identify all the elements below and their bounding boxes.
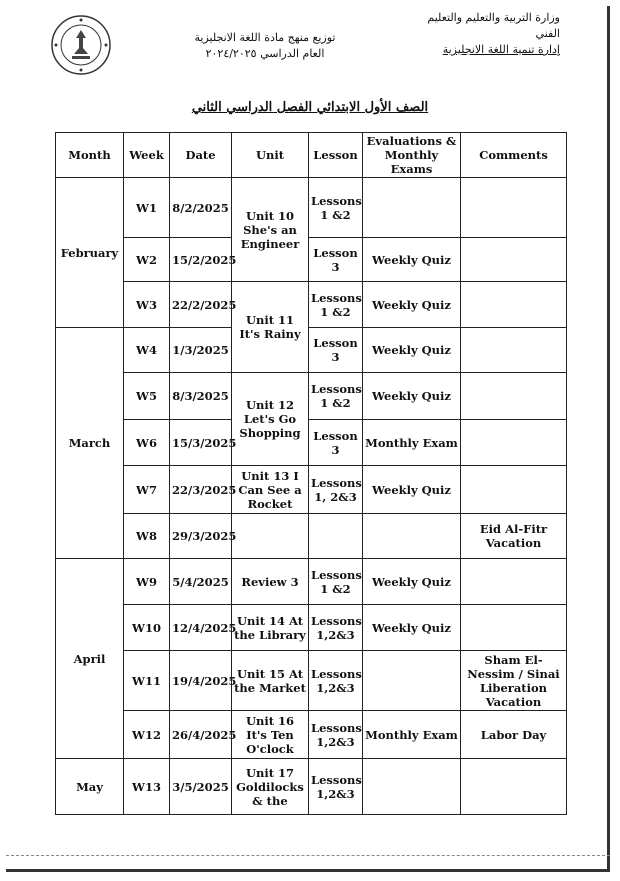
week-cell: W1 (124, 178, 170, 238)
lesson-cell: Lessons 1 &2 (309, 178, 363, 238)
table-row (56, 759, 567, 815)
column-header-lesson: Lesson (309, 133, 363, 178)
date-cell: 3/5/2025 (170, 759, 232, 815)
lesson-cell: Lessons 1 &2 (309, 559, 363, 605)
grade-title: الصف الأول الابتدائي الفصل الدراسي الثاني (191, 100, 429, 115)
date-cell: 8/2/2025 (170, 178, 232, 238)
unit-cell: Unit 10 She's an Engineer (232, 178, 309, 282)
table-row (56, 605, 567, 651)
comment-cell (461, 328, 567, 373)
column-header-week: Week (124, 133, 170, 178)
week-cell: W9 (124, 559, 170, 605)
date-cell: 22/3/2025 (170, 466, 232, 514)
table-row (56, 282, 567, 328)
lesson-cell: Lesson 3 (309, 238, 363, 282)
comment-cell: Labor Day (461, 711, 567, 759)
date-cell: 8/3/2025 (170, 373, 232, 420)
column-header-date: Date (170, 133, 232, 178)
column-header-unit: Unit (232, 133, 309, 178)
evaluation-cell: Weekly Quiz (363, 466, 461, 514)
page-bottom-line (6, 855, 610, 856)
table-row (56, 651, 567, 711)
comment-cell (461, 605, 567, 651)
ministry-seal-icon (50, 14, 112, 76)
table-row (56, 238, 567, 282)
date-cell: 15/2/2025 (170, 238, 232, 282)
ministry-name: وزارة التربية والتعليم والتعليم الفني (427, 11, 560, 40)
table-row (56, 373, 567, 420)
evaluation-cell (363, 759, 461, 815)
evaluation-cell: Weekly Quiz (363, 605, 461, 651)
lesson-cell: Lessons 1 &2 (309, 282, 363, 328)
month-cell: May (56, 759, 124, 815)
comment-cell: Eid Al-Fitr Vacation (461, 514, 567, 559)
date-cell: 12/4/2025 (170, 605, 232, 651)
comment-cell (461, 466, 567, 514)
lesson-cell: Lessons 1,2&3 (309, 651, 363, 711)
comment-cell (461, 559, 567, 605)
lesson-cell: Lessons 1, 2&3 (309, 466, 363, 514)
table-header-row (56, 133, 567, 178)
evaluation-cell (363, 178, 461, 238)
unit-cell: Unit 11 It's Rainy (232, 282, 309, 373)
week-cell: W2 (124, 238, 170, 282)
evaluation-cell: Weekly Quiz (363, 328, 461, 373)
comment-cell (461, 420, 567, 466)
evaluation-cell: Monthly Exam (363, 420, 461, 466)
table-row (56, 328, 567, 373)
evaluation-cell (363, 514, 461, 559)
month-cell: April (56, 559, 124, 759)
plan-title: توزيع منهج مادة اللغة الانجليزية (194, 31, 336, 44)
date-cell: 5/4/2025 (170, 559, 232, 605)
unit-cell: Unit 14 At the Library (232, 605, 309, 651)
evaluation-cell (363, 651, 461, 711)
comment-cell (461, 373, 567, 420)
month-cell: February (56, 178, 124, 328)
lesson-cell: Lessons 1,2&3 (309, 605, 363, 651)
column-header-evaluations: Evaluations & Monthly Exams (363, 133, 461, 178)
date-cell: 1/3/2025 (170, 328, 232, 373)
comment-cell (461, 178, 567, 238)
unit-cell: Unit 16 It's Ten O'clock (232, 711, 309, 759)
week-cell: W4 (124, 328, 170, 373)
date-cell: 19/4/2025 (170, 651, 232, 711)
column-header-month: Month (56, 133, 124, 178)
comment-cell (461, 282, 567, 328)
date-cell: 15/3/2025 (170, 420, 232, 466)
unit-cell: Unit 12 Let's Go Shopping (232, 373, 309, 466)
table-row (56, 514, 567, 559)
lesson-cell: Lessons 1 &2 (309, 373, 363, 420)
week-cell: W13 (124, 759, 170, 815)
lesson-cell: Lesson 3 (309, 420, 363, 466)
week-cell: W12 (124, 711, 170, 759)
plan-header (190, 30, 340, 62)
week-cell: W11 (124, 651, 170, 711)
week-cell: W10 (124, 605, 170, 651)
date-cell: 22/2/2025 (170, 282, 232, 328)
evaluation-cell: Weekly Quiz (363, 282, 461, 328)
lesson-cell: Lessons 1,2&3 (309, 759, 363, 815)
week-cell: W7 (124, 466, 170, 514)
ministry-header (400, 10, 560, 58)
curriculum-schedule-table (55, 132, 567, 815)
unit-cell (232, 514, 309, 559)
comment-cell (461, 759, 567, 815)
evaluation-cell: Monthly Exam (363, 711, 461, 759)
column-header-comments: Comments (461, 133, 567, 178)
unit-cell: Unit 17 Goldilocks & the (232, 759, 309, 815)
lesson-cell: Lesson 3 (309, 328, 363, 373)
unit-cell: Unit 13 I Can See a Rocket (232, 466, 309, 514)
evaluation-cell: Weekly Quiz (363, 559, 461, 605)
table-row (56, 559, 567, 605)
lesson-cell (309, 514, 363, 559)
academic-year: العام الدراسي ٢٠٢٤/٢٠٢٥ (205, 47, 325, 60)
week-cell: W8 (124, 514, 170, 559)
date-cell: 29/3/2025 (170, 514, 232, 559)
week-cell: W3 (124, 282, 170, 328)
comment-cell: Sham El-Nessim / Sinai Liberation Vacation (461, 651, 567, 711)
evaluation-cell: Weekly Quiz (363, 373, 461, 420)
unit-cell: Review 3 (232, 559, 309, 605)
unit-cell: Unit 15 At the Market (232, 651, 309, 711)
date-cell: 26/4/2025 (170, 711, 232, 759)
evaluation-cell: Weekly Quiz (363, 238, 461, 282)
table-row (56, 420, 567, 466)
lesson-cell: Lessons 1,2&3 (309, 711, 363, 759)
table-row (56, 711, 567, 759)
comment-cell (461, 238, 567, 282)
week-cell: W6 (124, 420, 170, 466)
table-row (56, 178, 567, 238)
department-name: إدارة تنمية اللغة الانجليزية (442, 43, 560, 56)
table-row (56, 466, 567, 514)
week-cell: W5 (124, 373, 170, 420)
month-cell: March (56, 328, 124, 559)
